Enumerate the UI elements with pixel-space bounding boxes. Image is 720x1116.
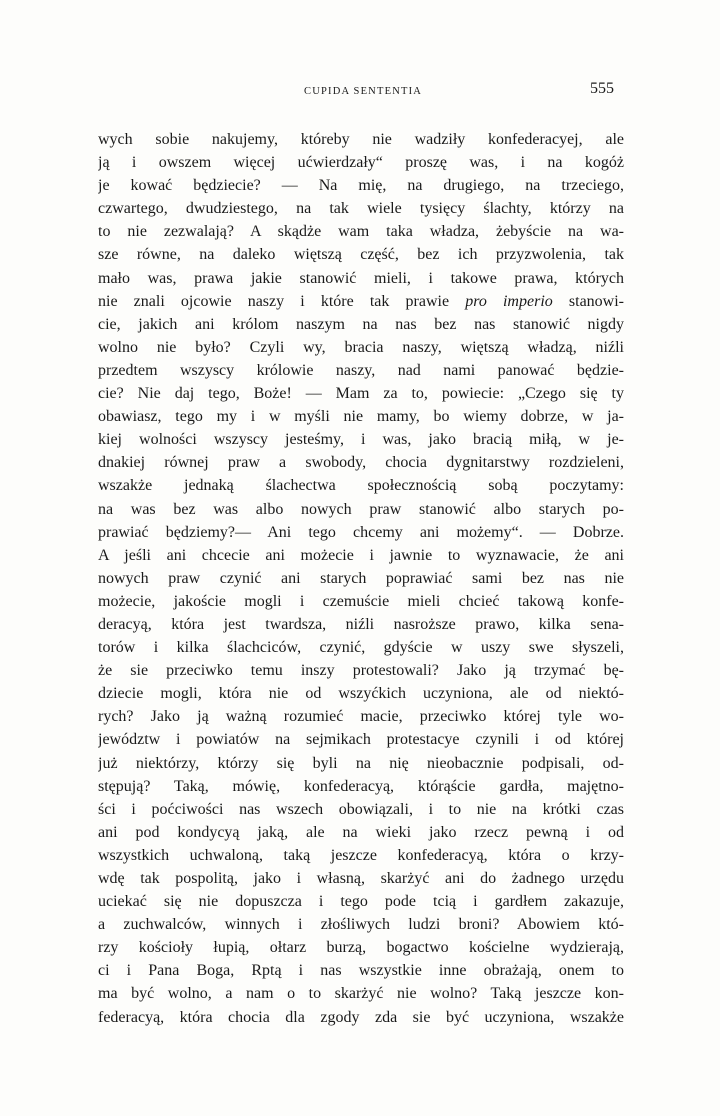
text-line: wdę tak pospolitą, jako i własną, skarżyć ani do żadnego urzędu [98,870,624,887]
text-line: cie, jakich ani królom naszym na nas bez nas stanowić nigdy [98,315,624,333]
text-line: rzy kościoły łupią, ołtarz burzą, bogactwo kościelne wydzierają, [98,939,624,957]
running-title: CUPIDA SENTENTIA [304,86,423,97]
text-line: mało was, prawa jakie stanowić mieli, i takowe prawa, których [98,269,624,287]
page-header [0,80,720,104]
text-line: możecie, jakoście mogli i czemuście mieli chcieć takową konfe- [98,592,624,610]
text-line: nie znali ojcowie naszy i które tak prawie pro imperio stanowi- [98,292,624,310]
text-line: A jeśli ani chcecie ani możecie i jawnie to wyznawacie, że ani [98,546,624,564]
text-line: federacyą, która chocia dla zgody zda sie być uczyniona, wszakże [98,1008,624,1026]
text-line: ci i Pana Boga, Rptą i nas wszystkie inne obrażają, onem to [98,962,624,980]
text-line: sze równe, na daleko więtszą część, bez ich przyzwolenia, tak [98,246,624,264]
text-line: to nie zezwalają? A skądże wam taka władza, żebyście na wa- [98,223,624,241]
text-line: że sie przeciwko temu inszy protestowali? Jako ją trzymać bę- [98,662,624,680]
text-line: kiej wolności wszyscy jesteśmy, i was, jako bracią miłą, w je- [98,431,624,449]
text-line: prawiać będziemy?— Ani tego chcemy ani możemy“. — Dobrze. [98,523,624,541]
text-line: deracyą, która jest twardsza, niźli nasroższe prawo, kilka sena- [98,615,624,633]
text-line: czwartego, dwudziestego, na tak wiele tysięcy ślachty, którzy na [98,200,624,218]
text-line: a zuchwalców, winnych i złośliwych ludzi broni? Abowiem któ- [98,916,624,934]
page-number: 555 [590,80,614,97]
text-line: nowych praw czynić ani starych poprawiać sami bez nas nie [98,569,624,587]
text-line: obawiasz, tego my i w myśli nie mamy, bo wiemy dobrze, w ja- [98,408,624,426]
text-line: torów i kilka ślachciców, czynić, gdyście w uszy swe słyszeli, [98,639,624,657]
text-line: wolno nie było? Czyli wy, bracia naszy, więtszą władzą, niźli [98,338,624,356]
text-line: na was bez was albo nowych praw stanowić albo starych po- [98,500,624,518]
text-line: dziecie mogli, która nie od wszyćkich uczyniona, ale od niektó- [98,685,624,703]
text-line: ma być wolno, a nam o to skarżyć nie wolno? Taką jeszcze kon- [98,985,624,1003]
text-line: stępują? Taką, mówię, konfederacyą, którąście gardła, majętno- [98,777,624,795]
text-line: ją i owszem więcej ućwierdzały“ proszę was, i na kogóż [98,154,624,172]
latin-phrase: pro imperio [465,292,553,310]
text-line: jewództw i powiatów na sejmikach protestacye czynili i od której [98,731,624,749]
text-line: cie? Nie daj tego, Boże! — Mam za to, powiecie: „Czego się ty [98,385,624,403]
text-line: dnakiej równej praw a swobody, chocia dygnitarstwy rozdzieleni, [98,454,624,472]
text-line: ani pod kondycyą jaką, ale na wieki jako rzecz pewną i od [98,823,624,841]
text-line: wszakże jednaką ślachectwa społecznością sobą poczytamy: [98,477,624,495]
text-line: ści i poćciwości nas wszech obowiązali, i to nie na krótki czas [98,800,624,818]
text-line: już niektórzy, którzy się byli na nię nieobacznie podpisali, od- [98,754,624,772]
text-line: przedtem wszyscy królowie naszy, nad nami panować będzie- [98,361,624,379]
text-line: je kować będziecie? — Na mię, na drugiego, na trzeciego, [98,177,624,195]
text-line: uciekać się nie dopuszcza i tego pode tcią i gardłem zakazuje, [98,893,624,911]
body-text [98,128,624,1029]
text-line: rych? Jako ją ważną rozumieć macie, przeciwko której tyle wo- [98,708,624,726]
text-line: wych sobie nakujemy, któreby nie wadziły konfederacyej, ale [98,131,624,148]
text-line: wszystkich uchwaloną, taką jeszcze konfederacyą, która o krzy- [98,846,624,864]
